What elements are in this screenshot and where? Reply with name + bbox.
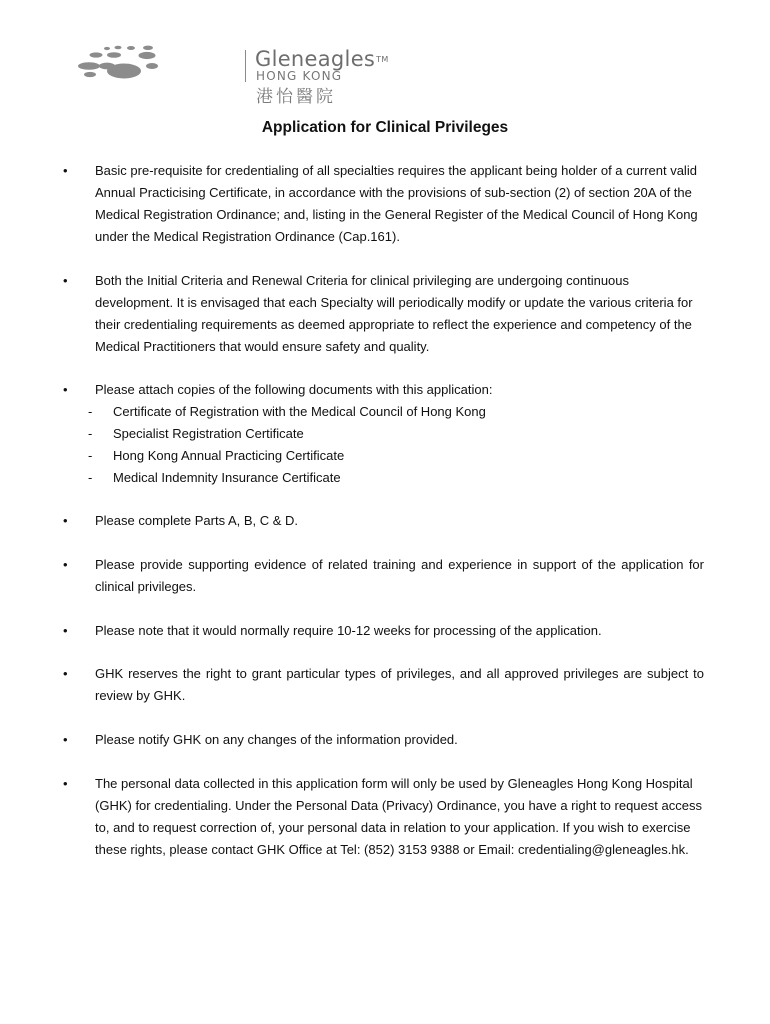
logo-trademark: TM: [376, 55, 389, 64]
logo-name: [255, 47, 388, 71]
list-item-text: Please complete Parts A, B, C & D.: [95, 513, 299, 528]
list-item-text: Basic pre-requisite for credentialing of all specialties requires the applicant being holder of a current valid Annual Practicising Certificate, in accordance with the provisions of sub-section (2) of section 20A of the Medical Registration Ordinance; and, listing in the General Register of the Medical Council of Hong Kong under the Medical Registration Ordinance (Cap.161).: [95, 163, 698, 244]
logo-chinese-name: 港怡醫院: [256, 87, 336, 107]
bullet: •: [63, 732, 68, 747]
logo-divider: [245, 50, 246, 82]
list-item-text: Please note that it would normally require 10-12 weeks for processing of the application.: [95, 623, 602, 638]
sub-list-item-text: Hong Kong Annual Practicing Certificate: [113, 448, 345, 463]
dash: -: [88, 404, 93, 419]
sub-list-item-text: Medical Indemnity Insurance Certificate: [113, 470, 341, 485]
dash: -: [88, 470, 93, 485]
bullet: •: [63, 273, 68, 288]
gleneagles-logo: [76, 44, 389, 110]
bullet: •: [63, 776, 68, 791]
bullet: •: [63, 382, 68, 397]
sub-list-item-text: Certificate of Registration with the Medical Council of Hong Kong: [113, 404, 486, 419]
list-item-text: GHK reserves the right to grant particular types of privileges, and all approved privileges are subject to review by GHK.: [95, 666, 704, 703]
logo-subtitle: HONG KONG: [256, 69, 343, 83]
bullet: •: [63, 623, 68, 638]
gleneagles-logo-mark-icon: [76, 44, 160, 84]
logo-name-text: Gleneagles: [255, 47, 376, 71]
list-item-text: Both the Initial Criteria and Renewal Criteria for clinical privileging are undergoing continuous development. It is envisaged that each Specialty will periodically modify or update the various criteria for their credentialing requirements as deemed appropriate to reflect the experience and competency of the Medical Practitioners that would ensure safety and quality.: [95, 273, 693, 354]
bullet: •: [63, 513, 68, 528]
page-title: Application for Clinical Privileges: [261, 119, 509, 136]
bullet: •: [63, 557, 68, 572]
list-item-text: Please notify GHK on any changes of the information provided.: [95, 732, 458, 747]
bullet: •: [63, 666, 68, 681]
list-item-text: Please attach copies of the following documents with this application:: [95, 382, 493, 397]
bullet: •: [63, 163, 68, 178]
list-item-text: The personal data collected in this application form will only be used by Gleneagles Hong Kong Hospital (GHK) for credentialing. Under the Personal Data (Privacy) Ordinance, you have a right to request access to, and to request correction of, your personal data in relation to your application. If you wish to exercise these rights, please contact GHK Office at Tel: (852) 3153 9388 or Email: credentialing@gleneagles.hk.: [95, 776, 702, 857]
list-item-text: Please provide supporting evidence of related training and experience in support of the application for clinical privileges.: [95, 557, 704, 594]
sub-list-item-text: Specialist Registration Certificate: [113, 426, 304, 441]
dash: -: [88, 426, 93, 441]
dash: -: [88, 448, 93, 463]
